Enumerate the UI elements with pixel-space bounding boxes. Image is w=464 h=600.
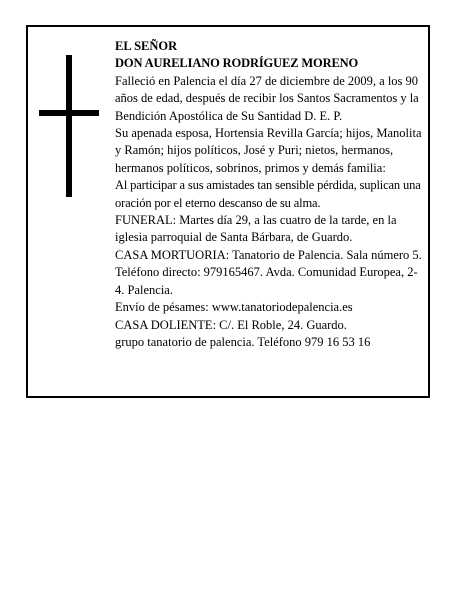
funeral-home-info: CASA MORTUORIA: Tanatorio de Palencia. Sala número 5. Teléfono directo: 979165467. Avda. Comunidad Europea, 2-4. Palencia. — [115, 247, 422, 297]
family-list: Su apenada esposa, Hortensia Revilla García; hijos, Manolita y Ramón; hijos políticos, José y Puri; nietos, hermanos, hermanos políticos, sobrinos, primos y demás familia: — [115, 126, 422, 175]
cross-icon — [39, 55, 99, 197]
funeral-info: FUNERAL: Martes día 29, a las cuatro de la tarde, en la iglesia parroquial de Santa Bárbara, de Guardo. — [115, 213, 397, 245]
prayer-request: Al participar a sus amistades tan sensible pérdida, suplican una oración por el eterno descanso de su alma. — [115, 178, 421, 210]
notice-title-line2: DON AURELIANO RODRÍGUEZ MORENO — [115, 56, 359, 71]
cross-horizontal-bar — [39, 110, 99, 116]
cross-vertical-bar — [66, 55, 72, 197]
notice-text — [115, 38, 427, 351]
family-home-address: CASA DOLIENTE: C/. El Roble, 24. Guardo. — [115, 317, 347, 332]
obituary-notice — [26, 25, 430, 398]
death-announcement: Falleció en Palencia el día 27 de diciembre de 2009, a los 90 años de edad, después de recibir los Santos Sacramentos y la Bendición Apostólica de Su Santidad D. E. P. — [115, 73, 419, 123]
funeral-group-phone: grupo tanatorio de palencia. Teléfono 979 16 53 16 — [115, 334, 371, 349]
condolences-website: Envío de pésames: www.tanatoriodepalencia.es — [115, 300, 353, 315]
notice-title-line1: EL SEÑOR — [115, 39, 178, 53]
